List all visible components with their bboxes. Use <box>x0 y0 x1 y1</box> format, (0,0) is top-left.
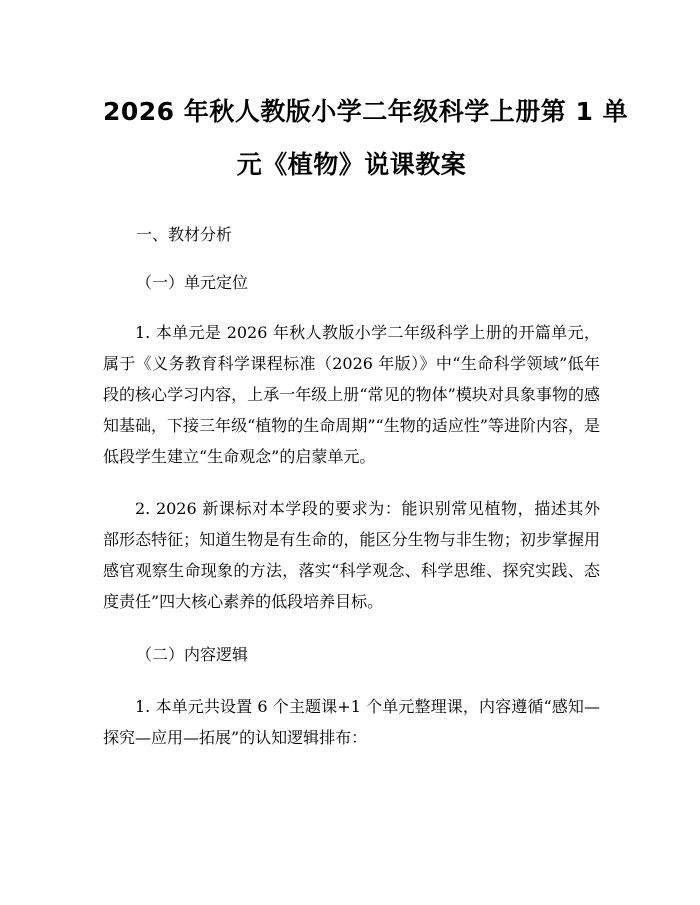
paragraph-unit-positioning-1: 1. 本单元是 2026 年秋人教版小学二年级科学上册的开篇单元，属于《义务教育科学课程标准（2026 年版）》中“生命科学领域”低年段的核心学习内容，上承一年级上册“常见的物体”模块对具象事物的感知基础，下接三年级“植物的生命周期”“生物的适应性”等进阶内容，是低段学生建立“生命观念”的启蒙单元。 <box>103 323 600 466</box>
section-heading-textbook-analysis: 一、教材分析 <box>136 225 233 244</box>
subsection-heading-content-logic: （二）内容逻辑 <box>136 645 249 664</box>
subsection-heading-unit-positioning: （一）单元定位 <box>136 273 249 292</box>
paragraph-content-logic-1: 1. 本单元共设置 6 个主题课+1 个单元整理课，内容遵循“感知—探究—应用—拓展”的认知逻辑排布： <box>103 697 600 747</box>
document-title-line-2: 元《植物》说课教案 <box>236 150 467 179</box>
document-title-line-1: 2026 年秋人教版小学二年级科学上册第 1 单 <box>103 97 629 126</box>
paragraph-unit-positioning-2: 2. 2026 新课标对本学段的要求为：能识别常见植物，描述其外部形态特征；知道生物是有生命的，能区分生物与非生物；初步掌握用感官观察生命现象的方法，落实“科学观念、科学思维、探究实践、态度责任”四大核心素养的低段培养目标。 <box>103 499 600 611</box>
document-title <box>103 0 629 191</box>
